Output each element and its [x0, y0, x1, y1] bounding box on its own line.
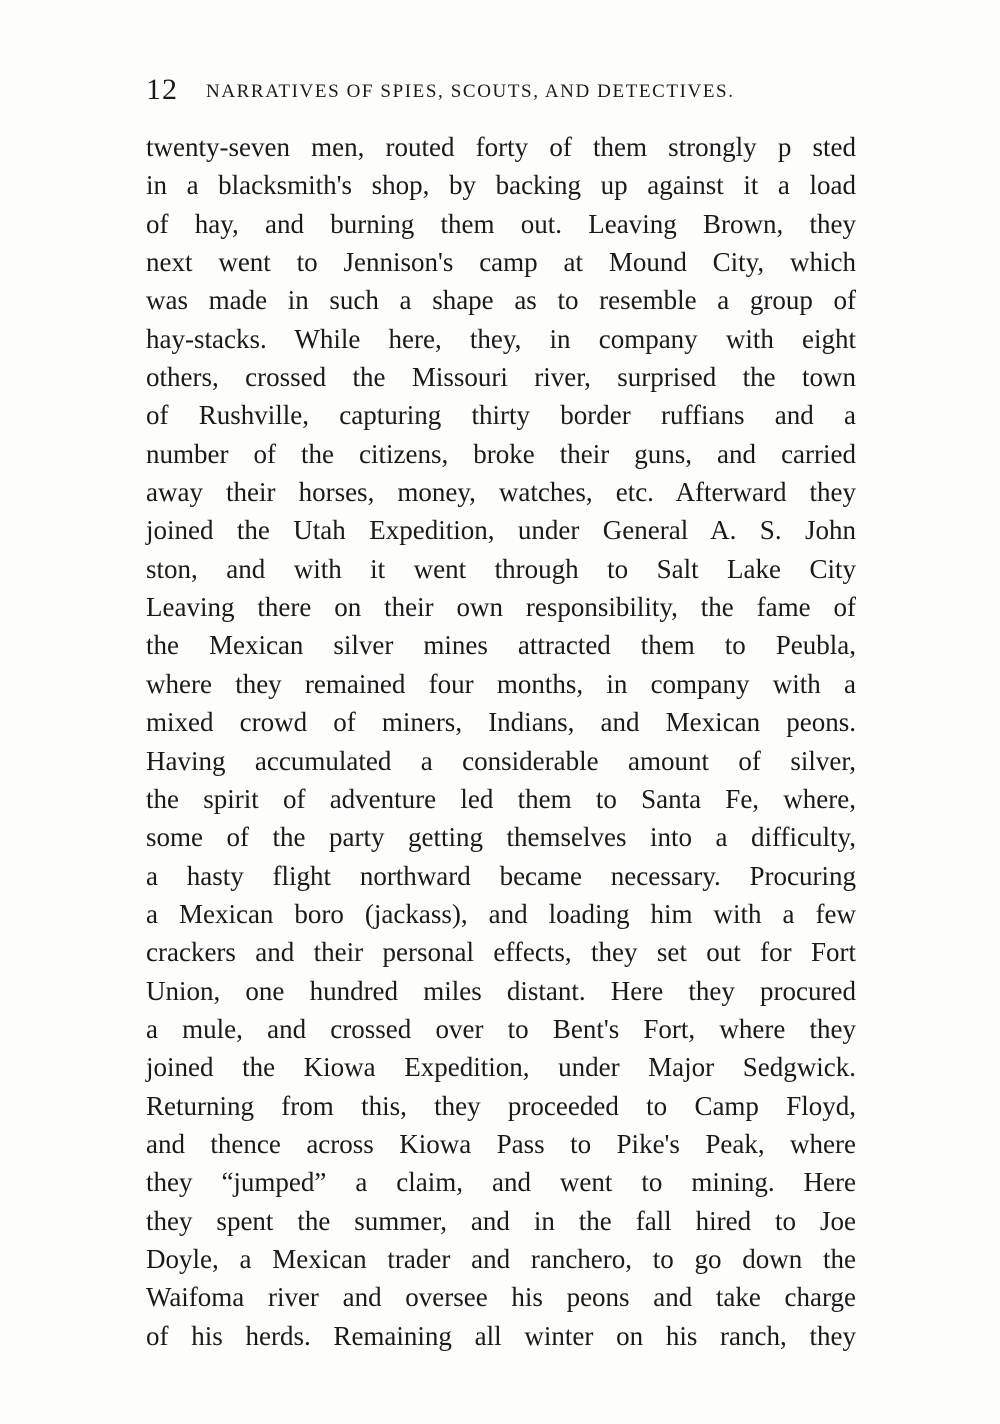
text-line: Waifoma river and oversee his peons and take charge	[146, 1282, 856, 1313]
text-line: the spirit of adventure led them to Santa Fe, where,	[146, 783, 856, 814]
text-line: twenty-seven men, routed forty of them strongly p sted	[146, 132, 856, 162]
text-line: crackers and their personal effects, they set out for Fort	[146, 937, 856, 968]
text-line: ston, and with it went through to Salt Lake City	[146, 553, 856, 584]
text-line: Having accumulated a considerable amount of silver,	[146, 745, 856, 776]
text-line: they “jumped” a claim, and went to mining. Here	[146, 1167, 856, 1198]
text-line: number of the citizens, broke their guns, and carried	[146, 438, 856, 469]
text-line: hay-stacks. While here, they, in company with eight	[146, 323, 856, 354]
text-line: joined the Kiowa Expedition, under Major Sedgwick.	[146, 1052, 856, 1083]
text-line: where they remained four months, in company with a	[146, 668, 856, 699]
text-line: Leaving there on their own responsibility, the fame of	[146, 592, 856, 623]
text-line: next went to Jennison's camp at Mound City, which	[146, 247, 856, 278]
text-line: Doyle, a Mexican trader and ranchero, to go down the	[146, 1243, 856, 1274]
body-text	[146, 128, 856, 1355]
running-head	[146, 70, 856, 110]
text-line: of hay, and burning them out. Leaving Brown, they	[146, 208, 856, 239]
text-line: a hasty flight northward became necessary. Procuring	[146, 860, 856, 891]
text-line: and thence across Kiowa Pass to Pike's Peak, where	[146, 1128, 856, 1159]
text-line: Union, one hundred miles distant. Here they procured	[146, 975, 856, 1006]
text-line: the Mexican silver mines attracted them to Peubla,	[146, 630, 856, 661]
text-line: a mule, and crossed over to Bent's Fort, where they	[146, 1013, 856, 1044]
text-line: a Mexican boro (jackass), and loading him with a few	[146, 898, 856, 929]
text-line: was made in such a shape as to resemble a group of	[146, 285, 856, 316]
running-title: NARRATIVES OF SPIES, SCOUTS, AND DETECTIVES.	[206, 81, 735, 102]
text-line: others, crossed the Missouri river, surprised the town	[146, 362, 856, 393]
text-line: in a blacksmith's shop, by backing up against it a load	[146, 170, 856, 201]
text-line: they spent the summer, and in the fall hired to Joe	[146, 1205, 856, 1236]
page-number: 12	[146, 73, 178, 106]
text-line: some of the party getting themselves into a difficulty,	[146, 822, 856, 853]
text-line: of his herds. Remaining all winter on his ranch, they	[146, 1320, 856, 1351]
text-line: joined the Utah Expedition, under General A. S. John	[146, 515, 856, 546]
text-line: away their horses, money, watches, etc. Afterward they	[146, 477, 856, 508]
text-line: Returning from this, they proceeded to Camp Floyd,	[146, 1090, 856, 1121]
text-line: of Rushville, capturing thirty border ruffians and a	[146, 400, 856, 431]
text-line: mixed crowd of miners, Indians, and Mexican peons.	[146, 707, 856, 738]
